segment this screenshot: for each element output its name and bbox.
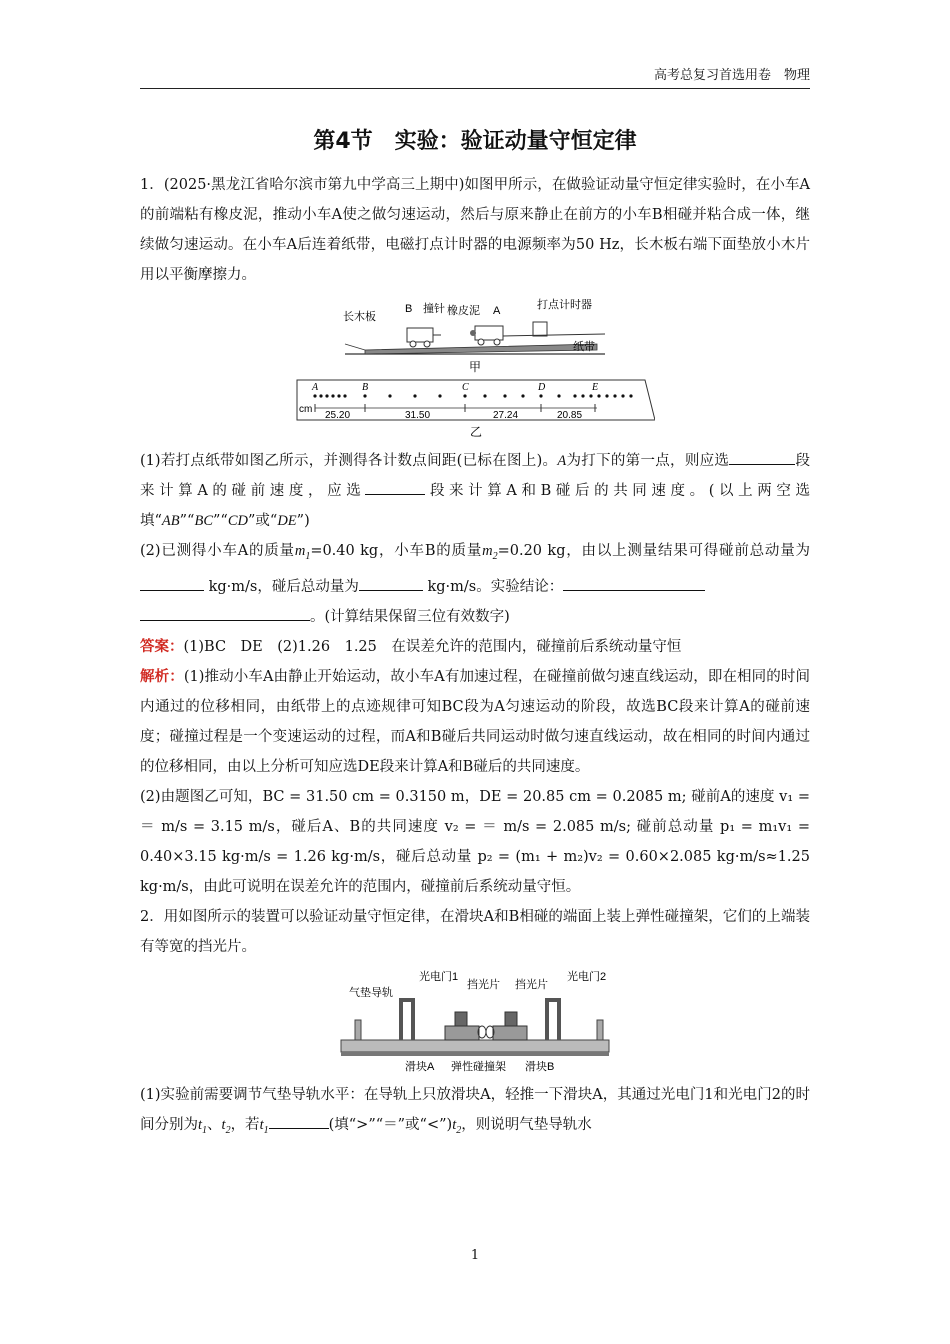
caption-jia: 甲 [469, 360, 482, 374]
tape-dot [621, 394, 624, 397]
board-leader [345, 344, 365, 350]
label-tape: 纸带 [573, 341, 595, 353]
wheel [494, 339, 500, 345]
answer-blank[interactable] [269, 1110, 329, 1129]
track-end-right [597, 1020, 603, 1040]
tape-dot [343, 394, 346, 397]
tape-dot [605, 394, 608, 397]
label-gate1: 光电门1 [419, 970, 459, 983]
m2-symbol: $m_2$ [482, 543, 498, 562]
q2-stem: 2．用如图所示的装置可以验证动量守恒定律，在滑块A和B相碰的端面上装上弹性碰撞架，它们的上端装有等宽的挡光片。 [140, 908, 810, 955]
text: ”“ [213, 513, 228, 529]
figure-jia [335, 298, 615, 376]
tape-strip [297, 380, 655, 420]
point-label-E: E [592, 382, 599, 393]
segment-label: 27.24 [493, 410, 519, 421]
text: =0.40 kg，小车B的质量 [310, 543, 483, 559]
tape [503, 334, 605, 336]
track-base [341, 1052, 609, 1056]
text: 段来计算A和B碰后的共同速度。(以上两空选填“ [140, 483, 810, 529]
segment-label: 25.20 [325, 410, 351, 421]
q1-answer [140, 632, 810, 662]
text: ”或“ [247, 513, 278, 529]
photogate-1 [401, 1000, 413, 1040]
text: kg·m/s。实验结论： [427, 578, 564, 595]
figure-q2-airtrack [335, 966, 615, 1076]
tape-dot [629, 394, 632, 397]
caption-yi: 乙 [470, 425, 483, 439]
tape-dot [613, 394, 616, 397]
label-slider-b: 滑块B [525, 1060, 555, 1073]
text: 、 [207, 1116, 222, 1133]
answer-blank[interactable] [563, 572, 705, 591]
text: 段来计算A的碰前速度，应选 [140, 453, 811, 499]
tape-dot [313, 394, 316, 397]
timer [533, 322, 547, 336]
tape-dot [363, 394, 366, 397]
label-board: 长木板 [343, 311, 376, 323]
label-b: B [405, 303, 413, 315]
label-gate2: 光电门2 [567, 970, 607, 983]
label-putty: 橡皮泥 [447, 305, 480, 317]
t1-symbol: $t_1$ [259, 1116, 269, 1136]
tape-dot [413, 394, 416, 397]
tape-dot [581, 394, 584, 397]
q1-analysis-1 [140, 662, 810, 782]
cart-b [407, 328, 433, 342]
wheel [424, 341, 430, 347]
label-slider-a: 滑块A [405, 1060, 435, 1073]
text: (1)实验前需要调节气垫导轨水平：在导轨上只放滑块A，轻推一下滑块A，其通过光电门1和光电门2的时间分别为 [140, 1086, 810, 1133]
answer-blank[interactable] [359, 572, 423, 591]
q1-analysis-2: (2)由题图乙可知，BC = 31.50 cm = 0.3150 m，DE = 20.85 cm = 0.2085 m; 碰前A的速度 v₁ = ＝ m/s = 3.15 m/s，碰后A、B的共同速度 v₂ = ＝ m/s = 2.085 m/s; 碰前总动量 p₁ = m₁v₁ = 0.40×3.15 kg·m/s = 1.26 kg·m/s，碰后总动量 p₂ = (m₁ + m₂)v₂ = 0.60×2.085 kg·m/s≈1.25 kg·m/s，由此可说明在误差允许的范围内，碰撞前后系统动量守恒。 [140, 788, 810, 895]
figure-yi [295, 378, 655, 440]
text: ”“ [179, 513, 195, 529]
analysis-text: (1)推动小车A由静止开始运动，故小车A有加速过程，在碰撞前做匀速直线运动，即在相同的时间内通过的位移相同，由纸带上的点迹规律可知BC段为A匀速运动的阶段，故选BC段来计算A的碰前速度；碰撞过程是一个变速运动的过程，而A和B碰后共同运动时做匀速直线运动，故在相同的时间内通过的位移相同，由以上分析可知应选DE段来计算A和B碰后的共同速度。 [140, 668, 811, 775]
photogate-2 [547, 1000, 559, 1040]
text: DE [277, 513, 297, 529]
tape-dot [521, 394, 524, 397]
q1-part1 [140, 446, 810, 536]
tape-dot [331, 394, 334, 397]
page-number: 1 [470, 1248, 480, 1263]
point-label-B: B [362, 382, 369, 393]
answer-blank[interactable] [140, 572, 204, 591]
text: BC [194, 513, 213, 529]
q1-stem: 1．(2025·黑龙江省哈尔滨市第九中学高三上期中)如图甲所示，在做验证动量守恒定律实验时，在小车A的前端粘有橡皮泥，推动小车A使之做匀速运动，然后与原来静止在前方的小车B相碰并粘合成一体，继续做匀速运动。在小车A后连着纸带，电磁打点计时器的电源频率为50 Hz，长木板右端下面垫放小木片用以平衡摩擦力。 [140, 177, 810, 283]
label-shade2: 挡光片 [515, 978, 548, 991]
putty [470, 330, 476, 336]
main-content [140, 170, 810, 1146]
air-track [341, 1040, 609, 1052]
point-label-C: C [462, 382, 469, 393]
section-title: 第4节 实验：验证动量守恒定律 [313, 129, 637, 154]
text: =0.20 kg，由以上测量结果可得碰前总动量为 [497, 543, 810, 559]
tape-dot [463, 394, 466, 397]
m1-symbol: $m_1$ [294, 543, 311, 562]
text: ”) [296, 513, 310, 529]
shade-b [505, 1012, 517, 1026]
header-text: 高考总复习首选用卷 物理 [653, 68, 810, 83]
wheel [410, 341, 416, 347]
answer-blank[interactable] [365, 476, 425, 495]
tape-dot [438, 394, 441, 397]
slider-a [445, 1026, 479, 1040]
label-bumper: 弹性碰撞架 [451, 1060, 506, 1073]
label-shade1: 挡光片 [467, 978, 500, 991]
tape-dot [597, 394, 600, 397]
cart-a [475, 326, 503, 340]
answer-label: 答案： [140, 637, 184, 655]
tape-dot [325, 394, 328, 397]
tape-dot [388, 394, 391, 397]
segment-label: 31.50 [405, 410, 431, 421]
q1-part2 [140, 536, 810, 632]
text: (1)若打点纸带如图乙所示，并测得各计数点间距(已标在图上)。 [140, 453, 558, 469]
t1-symbol: $t_1$ [198, 1116, 208, 1136]
tape-dot [337, 394, 340, 397]
label-track: 气垫导轨 [349, 986, 393, 999]
text: kg·m/s，碰后总动量为 [208, 578, 359, 595]
page-header [140, 66, 810, 89]
slider-b [493, 1026, 527, 1040]
text: ，若 [230, 1116, 260, 1133]
answer-text: (1)BC DE (2)1.26 1.25 在误差允许的范围内，碰撞前后系统动量守恒 [183, 638, 682, 655]
point-label-D: D [538, 382, 546, 393]
text: 为打下的第一点，则应选 [566, 453, 730, 469]
text: (填“>”“＝”或“<”) [328, 1116, 453, 1133]
t2-symbol: $t_2$ [221, 1116, 231, 1136]
t2-symbol: $t_2$ [452, 1116, 462, 1136]
tape-dot [319, 394, 322, 397]
point-label-A: A [312, 382, 319, 393]
tape-dot [573, 394, 576, 397]
shade-a [455, 1012, 467, 1026]
answer-blank[interactable] [140, 602, 310, 621]
label-a: A [493, 305, 501, 317]
tape-dot [557, 394, 560, 397]
text: 。(计算结果保留三位有效数字) [310, 608, 510, 625]
text: (2)已测得小车A的质量 [140, 543, 295, 559]
unit-label: cm [299, 404, 313, 415]
tape-dot [539, 394, 542, 397]
q2-part1 [140, 1080, 810, 1146]
tape-dot [483, 394, 486, 397]
track-end-left [355, 1020, 361, 1040]
wheel [478, 339, 484, 345]
text: AB [161, 513, 180, 529]
label-timer: 打点计时器 [537, 299, 592, 311]
analysis-label: 解析： [140, 667, 184, 685]
segment-label: 20.85 [557, 410, 583, 421]
label-needle: 撞针 [423, 303, 445, 315]
text: ，则说明气垫导轨水 [461, 1116, 592, 1133]
tape-dot [503, 394, 506, 397]
answer-blank[interactable] [729, 446, 795, 465]
text: A [557, 453, 567, 469]
tape-dot [589, 394, 592, 397]
text: CD [227, 513, 248, 529]
